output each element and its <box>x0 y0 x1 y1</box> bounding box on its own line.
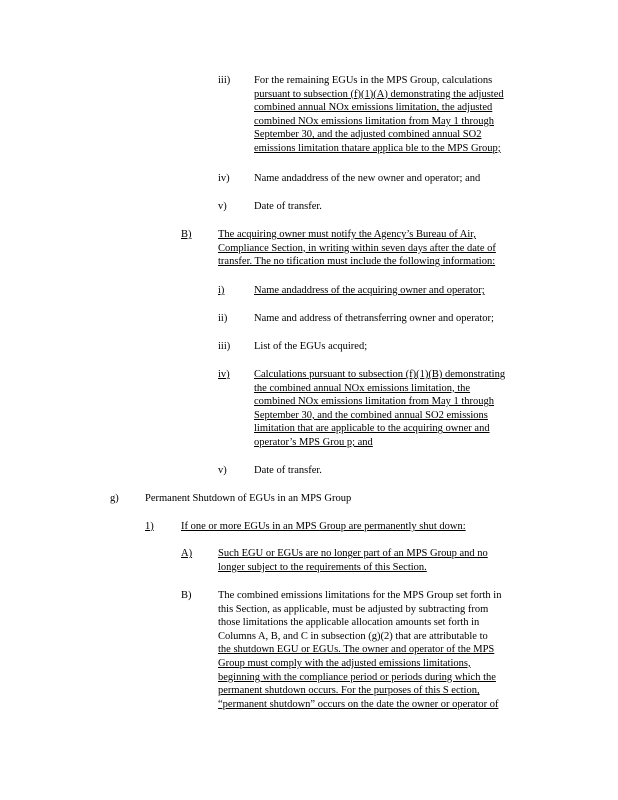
text-line: beginning with the compliance period or periods during which the <box>218 671 496 683</box>
item-label: 1) <box>145 521 154 532</box>
item-label: iv) <box>218 173 230 184</box>
paragraph-b4 <box>254 368 541 450</box>
paragraph-b2: Name and address of thetransferring owner and operator; <box>254 313 494 324</box>
text-line: permanent shutdown occurs. For the purposes of this S ection, <box>218 685 480 697</box>
item-label: iii) <box>218 75 231 86</box>
item-label: iv) <box>218 369 230 380</box>
item-label: v) <box>218 465 227 476</box>
paragraph-b <box>218 228 541 269</box>
paragraph-gB <box>218 589 541 711</box>
paragraph-b5: Date of transfer. <box>254 465 322 476</box>
text-line: September 30, and the combined annual SO2 emissions <box>254 409 488 421</box>
text-line: this Section, as applicable, must be adjusted by subtracting from <box>218 603 489 615</box>
text-line: the shutdown EGU or EGUs. The owner and operator of the MPS <box>218 644 495 656</box>
text-line: combined NOx emissions limitation from May 1 through <box>254 115 495 127</box>
item-label: B) <box>181 590 192 601</box>
text-line: emissions limitation thatare applica ble to the MPS Group; <box>254 142 501 154</box>
paragraph-gA <box>218 547 541 574</box>
paragraph-a4: Name andaddress of the new owner and operator; and <box>254 173 481 184</box>
item-label: i) <box>218 285 225 296</box>
text-line: September 30, and the adjusted combined annual SO2 <box>254 129 482 141</box>
paragraph-b3: List of the EGUs acquired; <box>254 341 368 352</box>
item-label: ii) <box>218 313 228 324</box>
text-line: For the remaining EGUs in the MPS Group, calculations <box>254 75 493 86</box>
text-line: longer subject to the requirements of this Section. <box>218 561 427 573</box>
paragraph-b1: Name andaddress of the acquiring owner and operator; <box>254 285 485 296</box>
item-label: A) <box>181 548 193 559</box>
text-line: operator’s MPS Grou p; and <box>254 436 373 448</box>
item-label: B) <box>181 229 192 240</box>
text-line: Compliance Section, in writing within seven days after the date of <box>218 242 496 254</box>
text-line: “permanent shutdown” occurs on the date the owner or operator of <box>218 698 499 710</box>
text-line: Group must comply with the adjusted emissions limitations, <box>218 657 471 669</box>
text-line: Columns A, B, and C in subsection (g)(2) that are attributable to <box>218 630 488 642</box>
text-line: transfer. The no tification must include the following information: <box>218 256 496 268</box>
item-label: iii) <box>218 341 231 352</box>
text-line: pursuant to subsection (f)(1)(A) demonstrating the adjusted <box>254 88 504 100</box>
paragraph-g1: If one or more EGUs in an MPS Group are permanently shut down: <box>181 521 466 532</box>
paragraph-a5: Date of transfer. <box>254 201 322 212</box>
text-line: those limitations the applicable allocation amounts set forth in <box>218 617 480 629</box>
text-line: Calculations pursuant to subsection (f)(1)(B) demonstrating <box>254 369 506 380</box>
item-label: v) <box>218 201 227 212</box>
text-line: the combined annual NOx emissions limitation, the <box>254 382 471 394</box>
paragraph-a3 <box>254 74 541 156</box>
section-heading: Permanent Shutdown of EGUs in an MPS Group <box>145 493 352 504</box>
text-line: limitation that are applicable to the acquiring owner and <box>254 423 490 435</box>
text-line: The combined emissions limitations for the MPS Group set forth in <box>218 590 502 601</box>
text-line: Such EGU or EGUs are no longer part of an MPS Group and no <box>218 548 488 559</box>
text-line: combined NOx emissions limitation from May 1 through <box>254 396 495 408</box>
section-label: g) <box>110 493 119 504</box>
text-line: The acquiring owner must notify the Agency’s Bureau of Air, <box>218 229 476 240</box>
text-line: combined annual NOx emissions limitation, the adjusted <box>254 102 493 114</box>
